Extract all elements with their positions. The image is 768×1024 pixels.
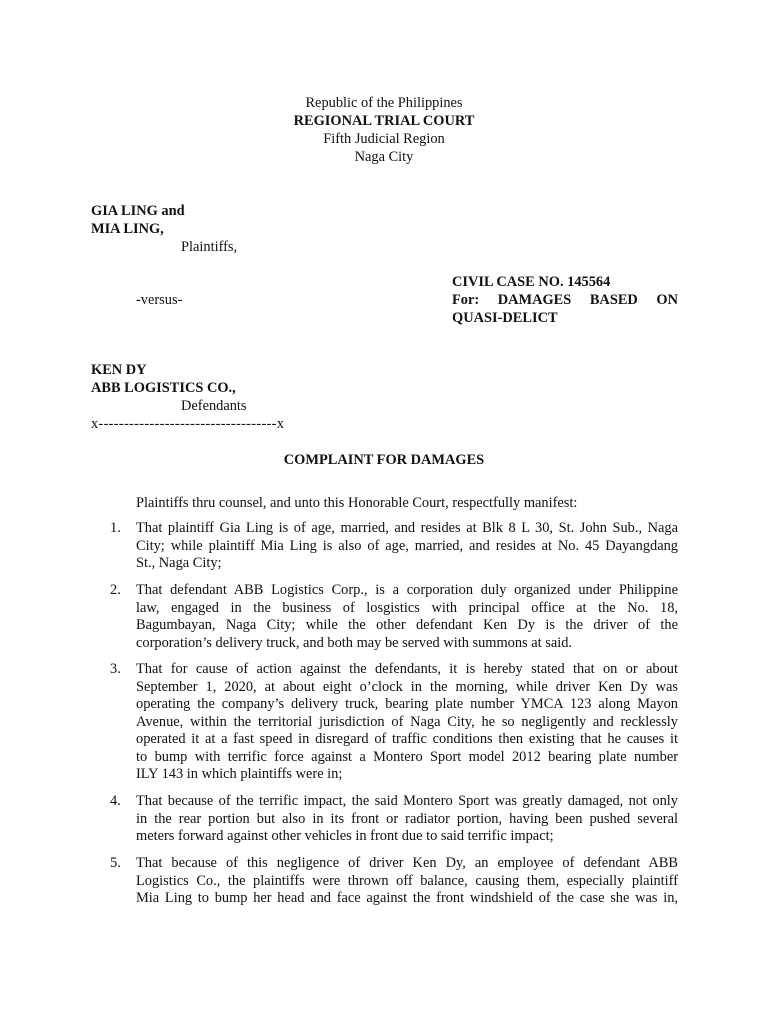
caption-separator: x-----------------------------------x [91,416,285,432]
paragraph-line: That for cause of action against the defendants, it is hereby stated that on or about [136,661,678,677]
paragraph-line: meters forward against other vehicles in front due to said terrific impact; [136,828,554,844]
plaintiff-name-1: GIA LING and [91,203,185,219]
paragraph-body [136,855,678,908]
paragraph-line: operated it at a fast speed in disregard of traffic conditions then existing that he causes it [136,731,678,747]
header-city: Naga City [354,149,414,165]
defendants-role: Defendants [181,398,247,414]
plaintiff-name-2: MIA LING, [91,221,164,237]
case-number: CIVIL CASE NO. 145564 [452,274,611,290]
paragraph-line: That because of this negligence of driver Ken Dy, an employee of defendant ABB [136,855,678,871]
paragraph-line: Bagumbayan, Naga City; while the other defendant Ken Dy is the driver of the [136,617,678,633]
paragraph-line: St., Naga City; [136,555,222,571]
versus-label: -versus- [136,292,183,308]
paragraph-number: 2. [110,582,121,598]
paragraph-number: 3. [110,661,121,677]
case-for-line [452,291,678,309]
paragraph-line: That because of the terrific impact, the said Montero Sport was greatly damaged, not only [136,793,678,809]
header-court: REGIONAL TRIAL COURT [293,113,475,129]
defendant-name-1: KEN DY [91,362,147,378]
paragraph-number: 1. [110,520,121,536]
case-for-line-2: QUASI-DELICT [452,310,558,326]
case-for-word-2: BASED [589,292,638,308]
paragraph-number: 4. [110,793,121,809]
header-region: Fifth Judicial Region [323,131,445,147]
paragraph-line: law, engaged in the business of losgistics with principal office at the No. 18, [136,599,678,616]
paragraph-body [136,661,678,784]
case-for-label: For: [452,292,480,308]
case-for-word-3: ON [656,292,678,308]
paragraph-line: September 1, 2020, at about eight o’clock in the morning, while driver Ken Dy was [136,678,678,695]
paragraph-line: corporation’s delivery truck, and both may be served with summons at said. [136,634,573,651]
paragraph-line: ILY 143 in which plaintiffs were in; [136,766,343,782]
paragraph-line: operating the company’s delivery truck, bearing plate number YMCA 123 along Mayon [136,696,678,712]
paragraph-line: in the rear portion but also in its front or radiator portion, having been pushed several [136,810,678,827]
case-for-word-1: DAMAGES [497,292,572,308]
complaint-title: COMPLAINT FOR DAMAGES [283,452,485,468]
paragraph-line: City; while plaintiff Mia Ling is also of age, married, and resides at No. 45 Dayangdang [136,537,678,554]
paragraph-line: Avenue, within the territorial jurisdiction of Naga City, he so negligently and recklessly [136,713,678,730]
paragraph-body [136,793,678,846]
paragraph-number: 5. [110,855,121,871]
plaintiffs-role: Plaintiffs, [181,239,238,255]
paragraph-body [136,582,678,652]
paragraph-body [136,520,678,573]
paragraph-line: Logistics Co., the plaintiffs were thrown off balance, causing them, especially plaintiff [136,872,678,889]
defendant-name-2: ABB LOGISTICS CO., [91,380,236,396]
intro-text: Plaintiffs thru counsel, and unto this Honorable Court, respectfully manifest: [136,495,578,511]
header-republic: Republic of the Philippines [305,95,463,111]
paragraph-line: That plaintiff Gia Ling is of age, married, and resides at Blk 8 L 30, St. John Sub., Naga [136,520,678,536]
paragraph-line: to bump with terrific force against a Montero Sport model 2012 bearing plate number [136,748,678,765]
paragraph-line: Mia Ling to bump her head and face against the front windshield of the case she was in, [136,890,678,906]
paragraph-line: That defendant ABB Logistics Corp., is a corporation duly organized under Philippine [136,582,678,598]
